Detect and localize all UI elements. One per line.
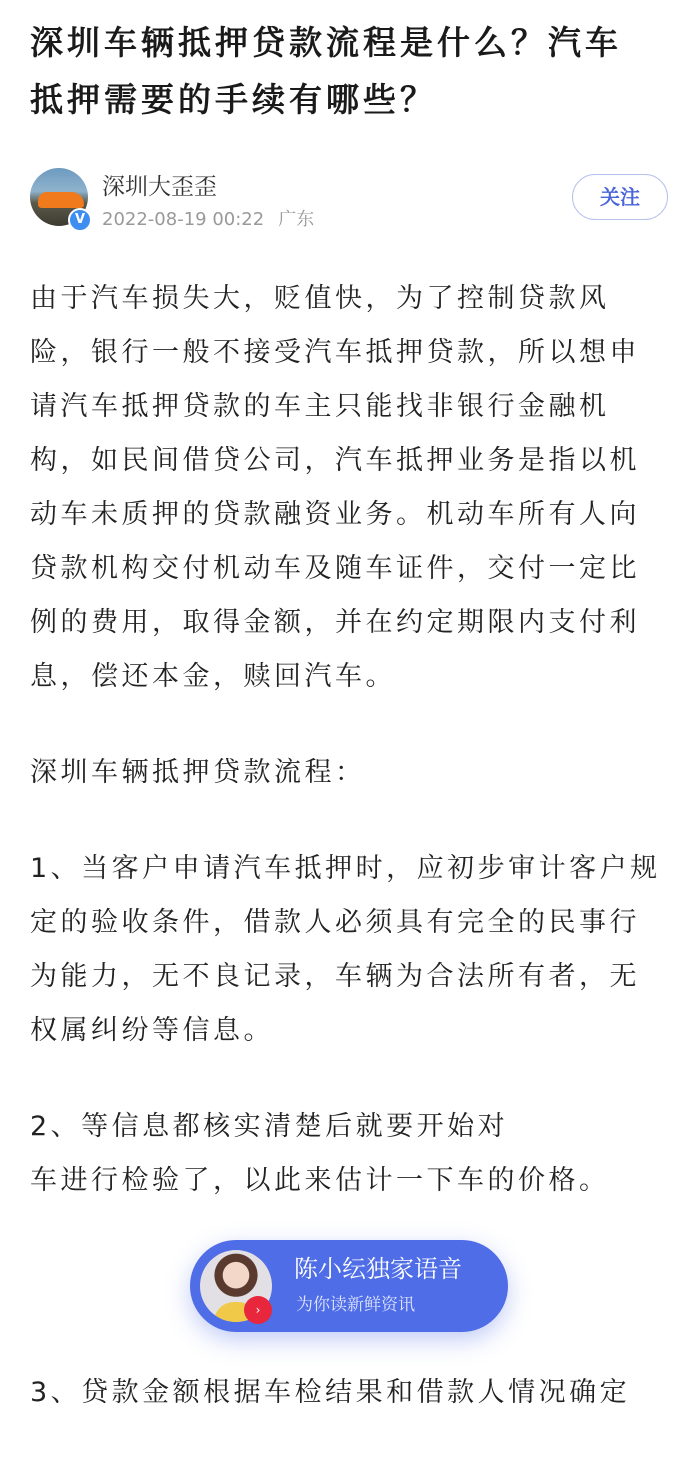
publish-date: 2022-08-19 00:22 — [102, 209, 265, 230]
paragraph-line: 构，如民间借贷公司，汽车抵押业务是指以机 — [30, 445, 640, 476]
author-name[interactable]: 深圳大歪歪 — [102, 174, 217, 200]
paragraph-line: 由于汽车损失大，贬值快，为了控制贷款风 — [30, 283, 610, 314]
paragraph-line: 2、等信息都核实清楚后就要开始对 — [30, 1111, 509, 1142]
paragraph-line: 动车未质押的贷款融资业务。机动车所有人向 — [30, 499, 640, 530]
voice-subtitle: 为你读新鲜资讯 — [296, 1295, 415, 1315]
title-line: 深圳车辆抵押贷款流程是什么？汽车 — [30, 23, 622, 62]
verified-icon: V — [68, 208, 92, 232]
paragraph-line: 3、贷款金额根据车检结果和借款人情况确定 — [30, 1377, 631, 1408]
paragraph-line: 贷款机构交付机动车及随车证件，交付一定比 — [30, 553, 640, 584]
publish-location: 广东 — [278, 209, 315, 230]
paragraph — [30, 746, 676, 800]
paragraph-line: 例的费用，取得金额，并在约定期限内支付利 — [30, 607, 640, 638]
follow-button[interactable]: 关注 — [572, 174, 668, 220]
paragraph-line: 险，银行一般不接受汽车抵押贷款，所以想申 — [30, 337, 640, 368]
article-body — [30, 0, 676, 1420]
voice-title: 陈小纭独家语音 — [294, 1255, 462, 1283]
paragraph-line: 权属纠纷等信息。 — [30, 1015, 274, 1046]
title-line: 抵押需要的手续有哪些？ — [30, 80, 437, 119]
paragraph — [30, 842, 676, 1058]
voice-reader-widget[interactable] — [190, 1240, 508, 1332]
paragraph — [30, 272, 676, 704]
paragraph — [30, 1366, 676, 1420]
paragraph-line: 请汽车抵押贷款的车主只能找非银行金融机 — [30, 391, 610, 422]
paragraph-line: 1、当客户申请汽车抵押时，应初步审计客户规 — [30, 853, 661, 884]
paragraph-line: 息，偿还本金，赎回汽车。 — [30, 661, 396, 692]
paragraph-line: 为能力，无不良记录，车辆为合法所有者，无 — [30, 961, 640, 992]
paragraph-line: 深圳车辆抵押贷款流程： — [30, 757, 366, 788]
paragraph-line: 定的验收条件，借款人必须具有完全的民事行 — [30, 907, 640, 938]
paragraph-line: 车进行检验了，以此来估计一下车的价格。 — [30, 1165, 610, 1196]
paragraph — [30, 1100, 676, 1208]
play-icon[interactable]: › — [244, 1296, 272, 1324]
